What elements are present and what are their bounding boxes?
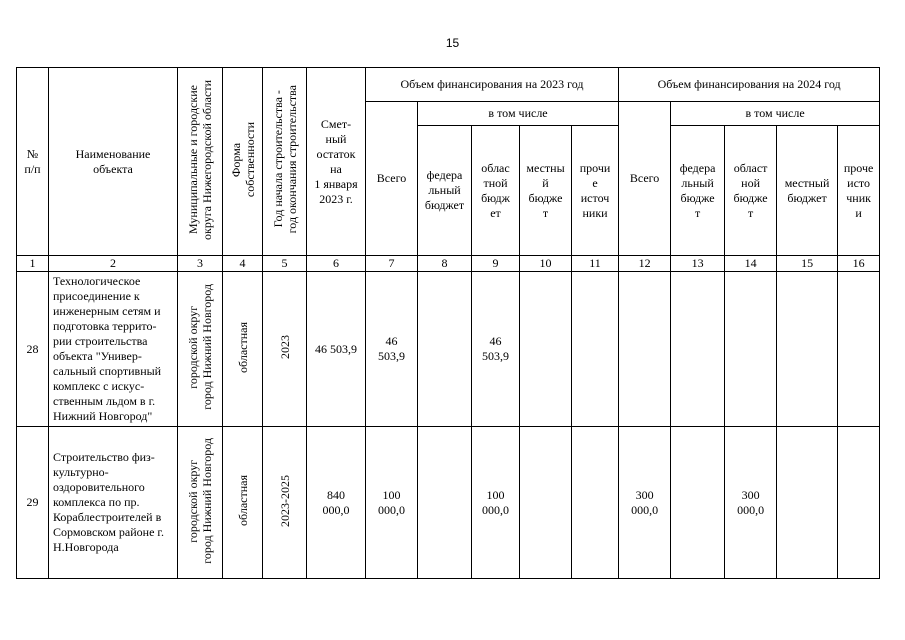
row-federal-2024	[671, 272, 725, 427]
column-number: 9	[472, 256, 520, 272]
header-municipality	[178, 68, 223, 256]
row-years-text: 2023-2025	[277, 474, 292, 527]
column-number: 12	[619, 256, 671, 272]
header-ownership	[223, 68, 263, 256]
header-name: Наименование объекта	[49, 68, 178, 256]
row-years	[263, 272, 307, 427]
row-regional-2023: 100 000,0	[472, 427, 520, 579]
row-regional-2023: 46 503,9	[472, 272, 520, 427]
row-local-2024	[777, 272, 838, 427]
row-local-2024	[777, 427, 838, 579]
header-fin-2023: Объем финансирования на 2023 год	[366, 68, 619, 102]
row-total-2024	[619, 272, 671, 427]
row-local-2023	[520, 272, 572, 427]
column-numbers-row	[17, 256, 880, 272]
column-number: 1	[17, 256, 49, 272]
header-fin-2024: Объем финансирования на 2024 год	[619, 68, 880, 102]
column-number: 15	[777, 256, 838, 272]
column-number: 11	[572, 256, 619, 272]
column-number: 6	[307, 256, 366, 272]
table-row	[17, 427, 880, 579]
row-municipality-text: городской округ город Нижний Новгород	[186, 437, 214, 564]
row-other-2023	[572, 427, 619, 579]
row-ownership-text: областная	[235, 475, 250, 526]
row-federal-2023	[418, 427, 472, 579]
header-years	[263, 68, 307, 256]
row-num: 29	[17, 427, 49, 579]
row-ownership	[223, 427, 263, 579]
row-municipality	[178, 272, 223, 427]
row-other-2023	[572, 272, 619, 427]
row-municipality	[178, 427, 223, 579]
row-regional-2024	[725, 272, 777, 427]
page-number: 15	[445, 36, 460, 50]
row-federal-2023	[418, 272, 472, 427]
row-total-2023: 100 000,0	[366, 427, 418, 579]
row-ownership	[223, 272, 263, 427]
row-total-2023: 46 503,9	[366, 272, 418, 427]
column-number: 13	[671, 256, 725, 272]
column-number: 4	[223, 256, 263, 272]
header-including-2023: в том числе	[418, 102, 619, 126]
row-estimate: 840 000,0	[307, 427, 366, 579]
row-years-text: 2023	[277, 335, 292, 359]
header-num: № п/п	[17, 68, 49, 256]
header-ownership-text: Форма собственности	[228, 121, 257, 198]
header-regional-2024: област ной бюдже т	[725, 126, 777, 256]
header-other-2023: прочи е источ ники	[572, 126, 619, 256]
header-including-2024: в том числе	[671, 102, 880, 126]
column-number: 10	[520, 256, 572, 272]
header-local-2023: местны й бюдже т	[520, 126, 572, 256]
row-municipality-text: городской округ город Нижний Новгород	[186, 284, 214, 410]
row-num: 28	[17, 272, 49, 427]
row-other-2024	[838, 427, 880, 579]
column-number: 3	[178, 256, 223, 272]
row-federal-2024	[671, 427, 725, 579]
row-ownership-text: областная	[235, 321, 250, 373]
header-municipality-text: Муниципальные и городские округа Нижегородской области	[186, 79, 214, 240]
header-federal-2023: федера льный бюджет	[418, 126, 472, 256]
column-number: 8	[418, 256, 472, 272]
row-years	[263, 427, 307, 579]
header-local-2024: местный бюджет	[777, 126, 838, 256]
row-other-2024	[838, 272, 880, 427]
row-regional-2024: 300 000,0	[725, 427, 777, 579]
row-total-2024: 300 000,0	[619, 427, 671, 579]
header-total-2024: Всего	[619, 102, 671, 256]
header-total-2023: Всего	[366, 102, 418, 256]
table-row	[17, 272, 880, 427]
header-years-text: Год начала строительства - год окончания строительства	[270, 85, 299, 234]
column-number: 5	[263, 256, 307, 272]
row-estimate: 46 503,9	[307, 272, 366, 427]
row-local-2023	[520, 427, 572, 579]
column-number: 14	[725, 256, 777, 272]
financing-table	[16, 67, 880, 579]
row-object-name: Строительство физ-культурно-оздоровительного комплекса по пр. Кораблестроителей в Сормовском районе г. Н.Новгорода	[49, 427, 178, 579]
header-other-2024: проче исто чник и	[838, 126, 880, 256]
header-federal-2024: федера льный бюдже т	[671, 126, 725, 256]
header-estimate: Смет- ный остаток на 1 января 2023 г.	[307, 68, 366, 256]
column-number: 16	[838, 256, 880, 272]
header-regional-2023: облас тной бюдж ет	[472, 126, 520, 256]
row-object-name: Технологическое присоединение к инженерным сетям и подготовка террито-рии строительства объекта "Универ-сальный спортивный комплекс с искус-ственным льдом в г. Нижний Новгород"	[49, 272, 178, 427]
column-number: 7	[366, 256, 418, 272]
column-number: 2	[49, 256, 178, 272]
